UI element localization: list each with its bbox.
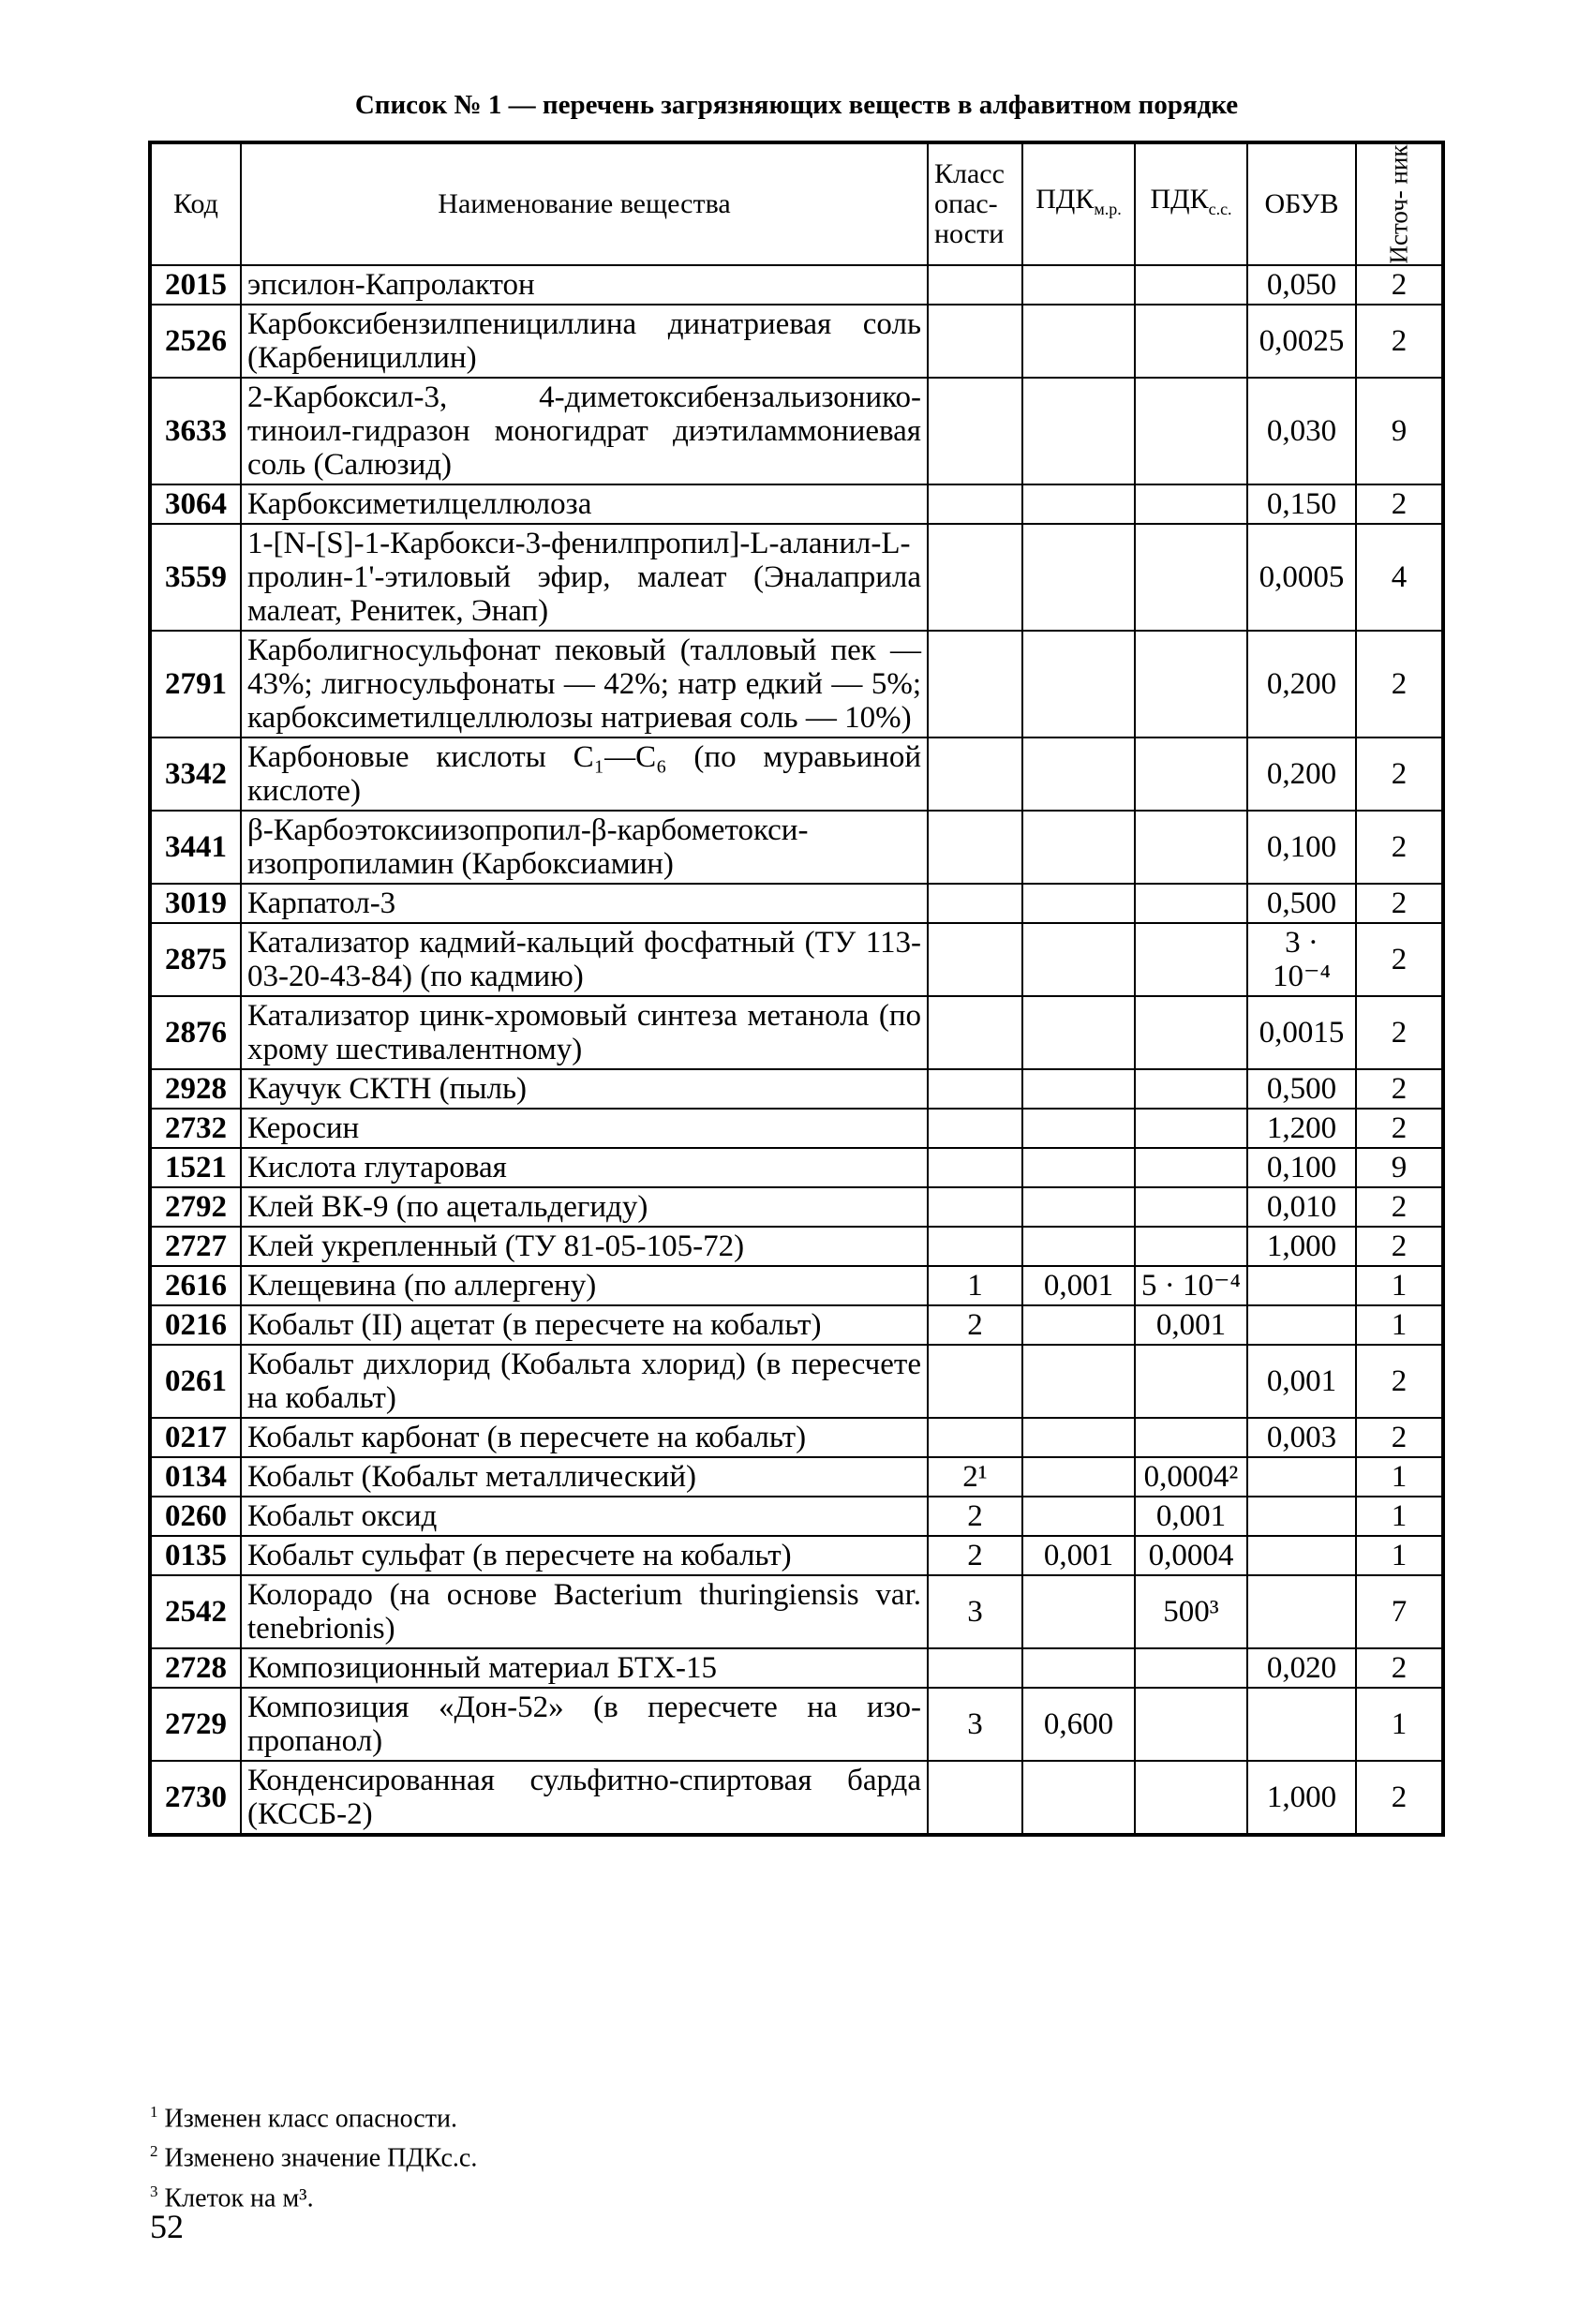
cell-hazard-class: 2 <box>928 1497 1022 1536</box>
header-pdk-mr: $ПДК_{м.р.}$ <box>1022 142 1135 265</box>
cell-code: 2791 <box>150 631 241 737</box>
cell-hazard-class <box>928 631 1022 737</box>
cell-pdk-ss: 0,0004² <box>1135 1457 1247 1497</box>
cell-name: Карболигносульфонат пековый (талловый пек — 43%; лигносульфонаты — 42%; натр едкий — 5%; карбоксиметилцеллюлозы натриевая соль — 10%) <box>241 631 928 737</box>
cell-code: 2730 <box>150 1761 241 1835</box>
cell-pdk-ss <box>1135 884 1247 923</box>
table-row <box>150 1575 1443 1648</box>
cell-obuv: 0,020 <box>1247 1648 1356 1688</box>
cell-source: 2 <box>1356 305 1443 378</box>
cell-pdk-mr: 0,001 <box>1022 1266 1135 1305</box>
cell-code: 0135 <box>150 1536 241 1575</box>
cell-pdk-mr <box>1022 1761 1135 1835</box>
cell-code: 2015 <box>150 265 241 305</box>
cell-hazard-class: 3 <box>928 1688 1022 1761</box>
cell-name: Колорадо (на основе Bacterium thuringiensis var. tenebrionis) <box>241 1575 928 1648</box>
cell-obuv: 0,150 <box>1247 484 1356 524</box>
cell-name: эпсилон-Капролактон <box>241 265 928 305</box>
cell-pdk-mr <box>1022 1418 1135 1457</box>
cell-name: Керосин <box>241 1109 928 1148</box>
footnote-text: Клеток на м³. <box>157 2182 314 2212</box>
header-obuv: ОБУВ <box>1247 142 1356 265</box>
cell-pdk-mr: 0,600 <box>1022 1688 1135 1761</box>
cell-hazard-class: 1 <box>928 1266 1022 1305</box>
cell-pdk-mr <box>1022 631 1135 737</box>
cell-pdk-mr <box>1022 884 1135 923</box>
cell-pdk-mr <box>1022 265 1135 305</box>
cell-pdk-mr <box>1022 737 1135 811</box>
cell-pdk-ss <box>1135 1761 1247 1835</box>
cell-pdk-ss <box>1135 1148 1247 1187</box>
cell-name: Карпатол-3 <box>241 884 928 923</box>
cell-obuv: 0,030 <box>1247 378 1356 484</box>
cell-source: 2 <box>1356 265 1443 305</box>
cell-pdk-mr <box>1022 1148 1135 1187</box>
cell-code: 3441 <box>150 811 241 884</box>
cell-obuv: 0,200 <box>1247 737 1356 811</box>
cell-source: 2 <box>1356 1227 1443 1266</box>
cell-source: 4 <box>1356 524 1443 631</box>
header-hazard-class: Класс опас- ности <box>928 142 1022 265</box>
cell-name: Клещевина (по аллергену) <box>241 1266 928 1305</box>
cell-obuv: 0,0015 <box>1247 996 1356 1069</box>
cell-source: 2 <box>1356 1069 1443 1109</box>
cell-name: Клей укрепленный (ТУ 81-05-105-72) <box>241 1227 928 1266</box>
cell-code: 3019 <box>150 884 241 923</box>
cell-name: Карбоксиметилцеллюлоза <box>241 484 928 524</box>
table-row <box>150 524 1443 631</box>
cell-name: Карбоновые кислоты C₁—C₆ (по муравьиной кислоте) <box>241 737 928 811</box>
cell-pdk-mr <box>1022 1575 1135 1648</box>
footnote-mark: 2 <box>150 2142 158 2161</box>
cell-code: 2928 <box>150 1069 241 1109</box>
cell-pdk-ss <box>1135 484 1247 524</box>
cell-obuv: 1,200 <box>1247 1109 1356 1148</box>
cell-source: 2 <box>1356 1345 1443 1418</box>
footnote-mark: 3 <box>150 2182 158 2200</box>
cell-code: 3342 <box>150 737 241 811</box>
table-row <box>150 1345 1443 1418</box>
cell-pdk-ss <box>1135 1069 1247 1109</box>
cell-pdk-ss <box>1135 524 1247 631</box>
table-body <box>150 265 1443 1835</box>
cell-name: 2-Карбоксил-3, 4-диметоксибензальизоникотиноил-гидразон моногидрат диэтиламмониевая соль (Салюзид) <box>241 378 928 484</box>
cell-hazard-class: 2 <box>928 1536 1022 1575</box>
cell-hazard-class <box>928 265 1022 305</box>
cell-name: Клей ВК-9 (по ацетальдегиду) <box>241 1187 928 1227</box>
cell-obuv <box>1247 1688 1356 1761</box>
cell-code: 2542 <box>150 1575 241 1648</box>
cell-pdk-mr <box>1022 524 1135 631</box>
cell-name: Кобальт карбонат (в пересчете на кобальт) <box>241 1418 928 1457</box>
cell-code: 3064 <box>150 484 241 524</box>
cell-obuv <box>1247 1497 1356 1536</box>
cell-name: Кобальт оксид <box>241 1497 928 1536</box>
table-row <box>150 1457 1443 1497</box>
cell-pdk-ss: 500³ <box>1135 1575 1247 1648</box>
cell-source: 2 <box>1356 1187 1443 1227</box>
footnote <box>150 2175 477 2214</box>
cell-obuv <box>1247 1536 1356 1575</box>
cell-hazard-class: 3 <box>928 1575 1022 1648</box>
table-row <box>150 923 1443 996</box>
cell-hazard-class <box>928 484 1022 524</box>
cell-source: 2 <box>1356 484 1443 524</box>
cell-pdk-ss <box>1135 996 1247 1069</box>
cell-code: 0216 <box>150 1305 241 1345</box>
cell-pdk-mr <box>1022 1648 1135 1688</box>
cell-pdk-ss: 0,0004 <box>1135 1536 1247 1575</box>
cell-pdk-ss: 0,001 <box>1135 1497 1247 1536</box>
cell-pdk-ss <box>1135 923 1247 996</box>
cell-obuv: 0,500 <box>1247 1069 1356 1109</box>
cell-name: Кислота глутаровая <box>241 1148 928 1187</box>
cell-code: 2729 <box>150 1688 241 1761</box>
cell-name: Кобальт сульфат (в пересчете на кобальт) <box>241 1536 928 1575</box>
cell-obuv: 1,000 <box>1247 1227 1356 1266</box>
cell-source: 1 <box>1356 1266 1443 1305</box>
cell-pdk-mr <box>1022 1345 1135 1418</box>
cell-name: β-Карбоэтоксиизопропил-β-карбометоксиизопропиламин (Карбоксиамин) <box>241 811 928 884</box>
cell-hazard-class <box>928 1648 1022 1688</box>
cell-obuv <box>1247 1457 1356 1497</box>
cell-name: Композиционный материал БТХ-15 <box>241 1648 928 1688</box>
footnotes <box>150 2095 477 2214</box>
header-name: Наименование вещества <box>241 142 928 265</box>
footnote <box>150 2095 477 2135</box>
cell-hazard-class <box>928 996 1022 1069</box>
cell-pdk-mr <box>1022 378 1135 484</box>
cell-pdk-ss <box>1135 631 1247 737</box>
table-row <box>150 378 1443 484</box>
cell-obuv: 0,001 <box>1247 1345 1356 1418</box>
cell-hazard-class <box>928 1109 1022 1148</box>
cell-code: 3633 <box>150 378 241 484</box>
cell-code: 0260 <box>150 1497 241 1536</box>
cell-source: 1 <box>1356 1457 1443 1497</box>
cell-pdk-ss <box>1135 1227 1247 1266</box>
cell-source: 1 <box>1356 1688 1443 1761</box>
table-row <box>150 1497 1443 1536</box>
cell-code: 0261 <box>150 1345 241 1418</box>
table-row <box>150 1227 1443 1266</box>
cell-code: 2616 <box>150 1266 241 1305</box>
table-row <box>150 1418 1443 1457</box>
cell-obuv <box>1247 1305 1356 1345</box>
cell-pdk-mr <box>1022 996 1135 1069</box>
cell-name: Кобальт (II) ацетат (в пересчете на кобальт) <box>241 1305 928 1345</box>
cell-obuv: 3 · 10⁻⁴ <box>1247 923 1356 996</box>
table-row <box>150 1069 1443 1109</box>
cell-source: 2 <box>1356 996 1443 1069</box>
cell-source: 9 <box>1356 1148 1443 1187</box>
cell-pdk-mr <box>1022 1497 1135 1536</box>
cell-pdk-ss <box>1135 811 1247 884</box>
cell-source: 2 <box>1356 1761 1443 1835</box>
cell-code: 0217 <box>150 1418 241 1457</box>
table-row <box>150 996 1443 1069</box>
cell-name: Каучук СКТН (пыль) <box>241 1069 928 1109</box>
cell-hazard-class <box>928 1187 1022 1227</box>
footnote <box>150 2135 477 2174</box>
cell-code: 2875 <box>150 923 241 996</box>
cell-code: 2732 <box>150 1109 241 1148</box>
cell-source: 2 <box>1356 1648 1443 1688</box>
cell-source: 2 <box>1356 1418 1443 1457</box>
cell-obuv <box>1247 1266 1356 1305</box>
cell-pdk-mr <box>1022 1305 1135 1345</box>
header-pdk-ss: $ПДК_{с.с.}$ <box>1135 142 1247 265</box>
footnote-text: Изменено значение ПДКс.с. <box>157 2143 478 2173</box>
table-row <box>150 265 1443 305</box>
cell-code: 2526 <box>150 305 241 378</box>
cell-name: Катализатор цинк-хромовый синтеза метанола (по хрому шестивалентному) <box>241 996 928 1069</box>
cell-code: 1521 <box>150 1148 241 1187</box>
table-row <box>150 1761 1443 1835</box>
cell-code: 2792 <box>150 1187 241 1227</box>
table-header-row <box>150 142 1443 265</box>
cell-hazard-class: 2¹ <box>928 1457 1022 1497</box>
cell-pdk-ss <box>1135 265 1247 305</box>
cell-source: 1 <box>1356 1497 1443 1536</box>
cell-obuv: 0,003 <box>1247 1418 1356 1457</box>
table-row <box>150 1536 1443 1575</box>
cell-name: Кобальт дихлорид (Кобальта хлорид) (в пересчете на кобальт) <box>241 1345 928 1418</box>
cell-obuv: 0,200 <box>1247 631 1356 737</box>
cell-obuv: 0,0025 <box>1247 305 1356 378</box>
cell-pdk-ss: 5 · 10⁻⁴ <box>1135 1266 1247 1305</box>
cell-source: 2 <box>1356 737 1443 811</box>
cell-hazard-class <box>928 524 1022 631</box>
table-row <box>150 1648 1443 1688</box>
cell-hazard-class <box>928 1418 1022 1457</box>
table-row <box>150 1305 1443 1345</box>
cell-source: 2 <box>1356 811 1443 884</box>
cell-pdk-ss <box>1135 1187 1247 1227</box>
cell-pdk-mr: 0,001 <box>1022 1536 1135 1575</box>
cell-name: 1-[N-[S]-1-Карбокси-3-фенилпропил]-L-аланил-L-пролин-1'-этиловый эфир, малеат (Эналаприла малеат, Ренитек, Энап) <box>241 524 928 631</box>
cell-hazard-class <box>928 1148 1022 1187</box>
cell-obuv: 0,0005 <box>1247 524 1356 631</box>
cell-hazard-class <box>928 1227 1022 1266</box>
cell-obuv <box>1247 1575 1356 1648</box>
cell-hazard-class <box>928 884 1022 923</box>
table-row <box>150 1148 1443 1187</box>
cell-code: 2727 <box>150 1227 241 1266</box>
header-source: Источ- ник <box>1356 142 1443 265</box>
cell-hazard-class: 2 <box>928 1305 1022 1345</box>
cell-source: 2 <box>1356 631 1443 737</box>
table-row <box>150 884 1443 923</box>
cell-hazard-class <box>928 923 1022 996</box>
cell-pdk-mr <box>1022 923 1135 996</box>
cell-pdk-mr <box>1022 1187 1135 1227</box>
cell-obuv: 0,050 <box>1247 265 1356 305</box>
cell-name: Кобальт (Кобальт металлический) <box>241 1457 928 1497</box>
table-row <box>150 1109 1443 1148</box>
cell-code: 3559 <box>150 524 241 631</box>
cell-name: Конденсированная сульфитно-спиртовая барда (КССБ-2) <box>241 1761 928 1835</box>
cell-name: Композиция «Дон-52» (в пересчете на изопропанол) <box>241 1688 928 1761</box>
cell-code: 0134 <box>150 1457 241 1497</box>
cell-pdk-ss <box>1135 305 1247 378</box>
cell-pdk-ss <box>1135 1648 1247 1688</box>
cell-source: 1 <box>1356 1305 1443 1345</box>
cell-pdk-ss <box>1135 378 1247 484</box>
cell-name: Карбоксибензилпенициллина динатриевая соль (Карбенициллин) <box>241 305 928 378</box>
table-row <box>150 1688 1443 1761</box>
cell-hazard-class <box>928 1345 1022 1418</box>
cell-pdk-mr <box>1022 305 1135 378</box>
cell-hazard-class <box>928 378 1022 484</box>
cell-source: 2 <box>1356 1109 1443 1148</box>
cell-pdk-mr <box>1022 811 1135 884</box>
cell-hazard-class <box>928 737 1022 811</box>
table-row <box>150 1187 1443 1227</box>
cell-pdk-mr <box>1022 1457 1135 1497</box>
cell-pdk-ss <box>1135 1688 1247 1761</box>
cell-obuv: 0,100 <box>1247 1148 1356 1187</box>
cell-source: 2 <box>1356 923 1443 996</box>
table-row <box>150 737 1443 811</box>
cell-pdk-mr <box>1022 1109 1135 1148</box>
cell-name: Катализатор кадмий-кальций фосфатный (ТУ 113-03-20-43-84) (по кадмию) <box>241 923 928 996</box>
cell-pdk-ss <box>1135 737 1247 811</box>
table-row <box>150 305 1443 378</box>
header-code: Код <box>150 142 241 265</box>
cell-hazard-class <box>928 1069 1022 1109</box>
cell-pdk-ss: 0,001 <box>1135 1305 1247 1345</box>
cell-obuv: 0,500 <box>1247 884 1356 923</box>
cell-code: 2728 <box>150 1648 241 1688</box>
cell-code: 2876 <box>150 996 241 1069</box>
cell-pdk-mr <box>1022 1227 1135 1266</box>
cell-pdk-mr <box>1022 484 1135 524</box>
table-row <box>150 484 1443 524</box>
cell-obuv: 0,010 <box>1247 1187 1356 1227</box>
cell-hazard-class <box>928 811 1022 884</box>
cell-obuv: 1,000 <box>1247 1761 1356 1835</box>
page-number: 52 <box>150 2208 184 2245</box>
footnote-text: Изменен класс опасности. <box>157 2104 457 2134</box>
cell-pdk-mr <box>1022 1069 1135 1109</box>
table-row <box>150 631 1443 737</box>
substances-table <box>148 141 1445 1837</box>
cell-source: 1 <box>1356 1536 1443 1575</box>
cell-obuv: 0,100 <box>1247 811 1356 884</box>
cell-pdk-ss <box>1135 1109 1247 1148</box>
table-row <box>150 1266 1443 1305</box>
cell-source: 9 <box>1356 378 1443 484</box>
page-title: Список № 1 — перечень загрязняющих веществ в алфавитном порядке <box>354 90 1239 120</box>
table-row <box>150 811 1443 884</box>
cell-pdk-ss <box>1135 1418 1247 1457</box>
footnote-mark: 1 <box>150 2103 158 2121</box>
cell-pdk-ss <box>1135 1345 1247 1418</box>
cell-source: 7 <box>1356 1575 1443 1648</box>
cell-hazard-class <box>928 1761 1022 1835</box>
cell-hazard-class <box>928 305 1022 378</box>
cell-source: 2 <box>1356 884 1443 923</box>
